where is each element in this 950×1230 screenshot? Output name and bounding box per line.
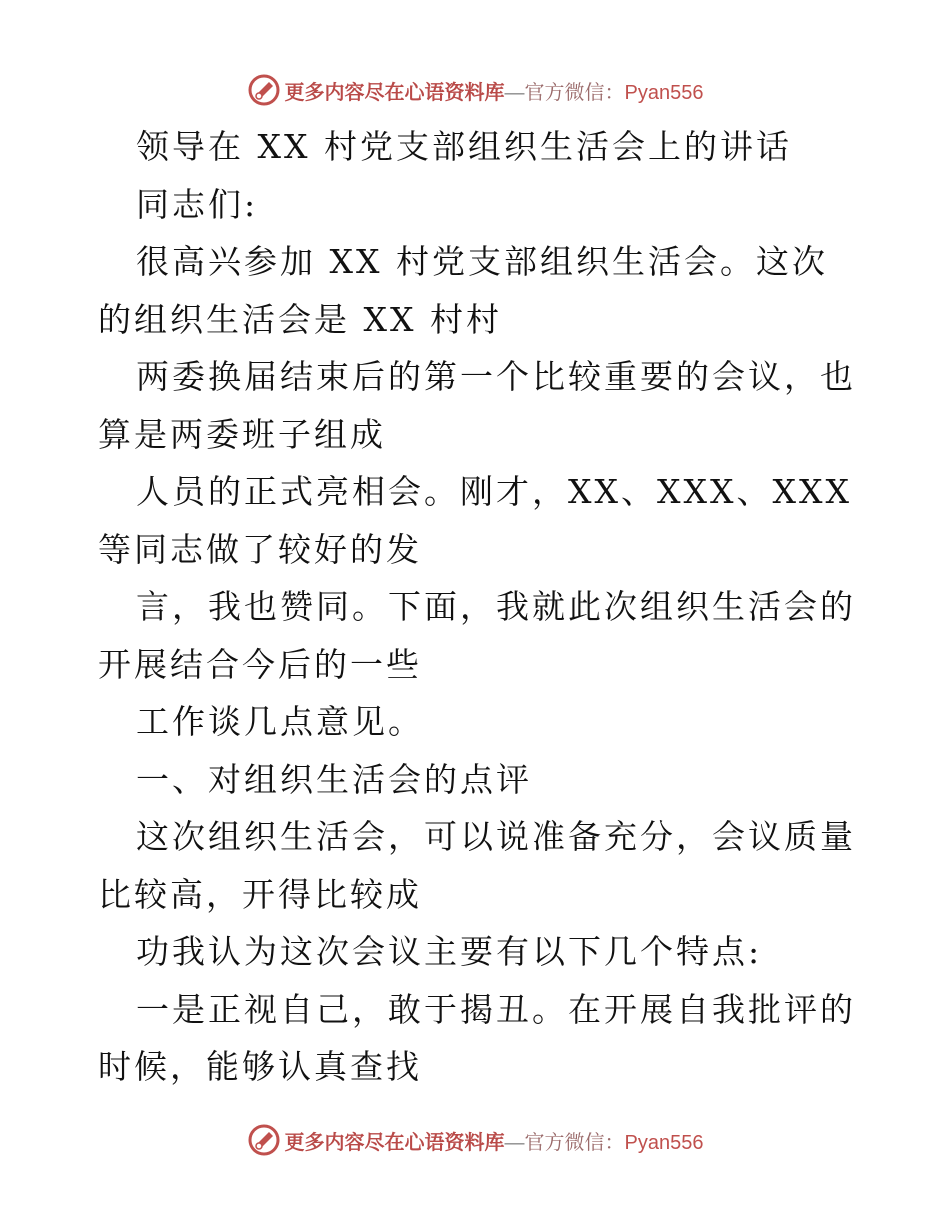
watermark-label: 官方微信：: [524, 1131, 625, 1154]
paragraph: 人员的正式亮相会。刚才，XX、XXX、XXX 等同志做了较好的发: [98, 472, 852, 569]
logo-icon: [247, 73, 281, 107]
section-heading: 一、对组织生活会的点评: [136, 759, 532, 799]
watermark-id: Pyan556: [624, 81, 704, 104]
watermark-main: 更多内容尽在心语资料库: [284, 1131, 505, 1154]
footer-watermark: [0, 1120, 950, 1160]
document-title: 领导在 XX 村党支部组织生活会上的讲话: [136, 127, 792, 166]
watermark-main: 更多内容尽在心语资料库: [284, 81, 505, 104]
watermark-id: Pyan556: [624, 1131, 704, 1154]
watermark-text: [285, 1126, 704, 1155]
paragraph: 很高兴参加 XX 村党支部组织生活会。这次的组织生活会是 XX 村村: [98, 242, 828, 339]
watermark-separator: —: [504, 1131, 525, 1154]
paragraph: 工作谈几点意见。: [136, 702, 424, 741]
paragraph: 两委换届结束后的第一个比较重要的会议，也算是两委班子组成: [98, 357, 856, 454]
watermark-separator: —: [504, 81, 525, 104]
watermark-label: 官方微信：: [524, 81, 625, 104]
document-body: [98, 118, 858, 1096]
salutation: 同志们:: [136, 184, 259, 224]
logo-icon: [247, 1123, 281, 1157]
paragraph: 一是正视自己，敢于揭丑。在开展自我批评的时候，能够认真查找: [98, 989, 856, 1086]
paragraph: 言，我也赞同。下面，我就此次组织生活会的开展结合今后的一些: [98, 587, 856, 684]
paragraph: 功我认为这次会议主要有以下几个特点:: [136, 932, 763, 971]
watermark-text: [285, 76, 704, 105]
header-watermark: [0, 70, 950, 110]
paragraph: 这次组织生活会，可以说准备充分，会议质量比较高，开得比较成: [98, 817, 856, 914]
